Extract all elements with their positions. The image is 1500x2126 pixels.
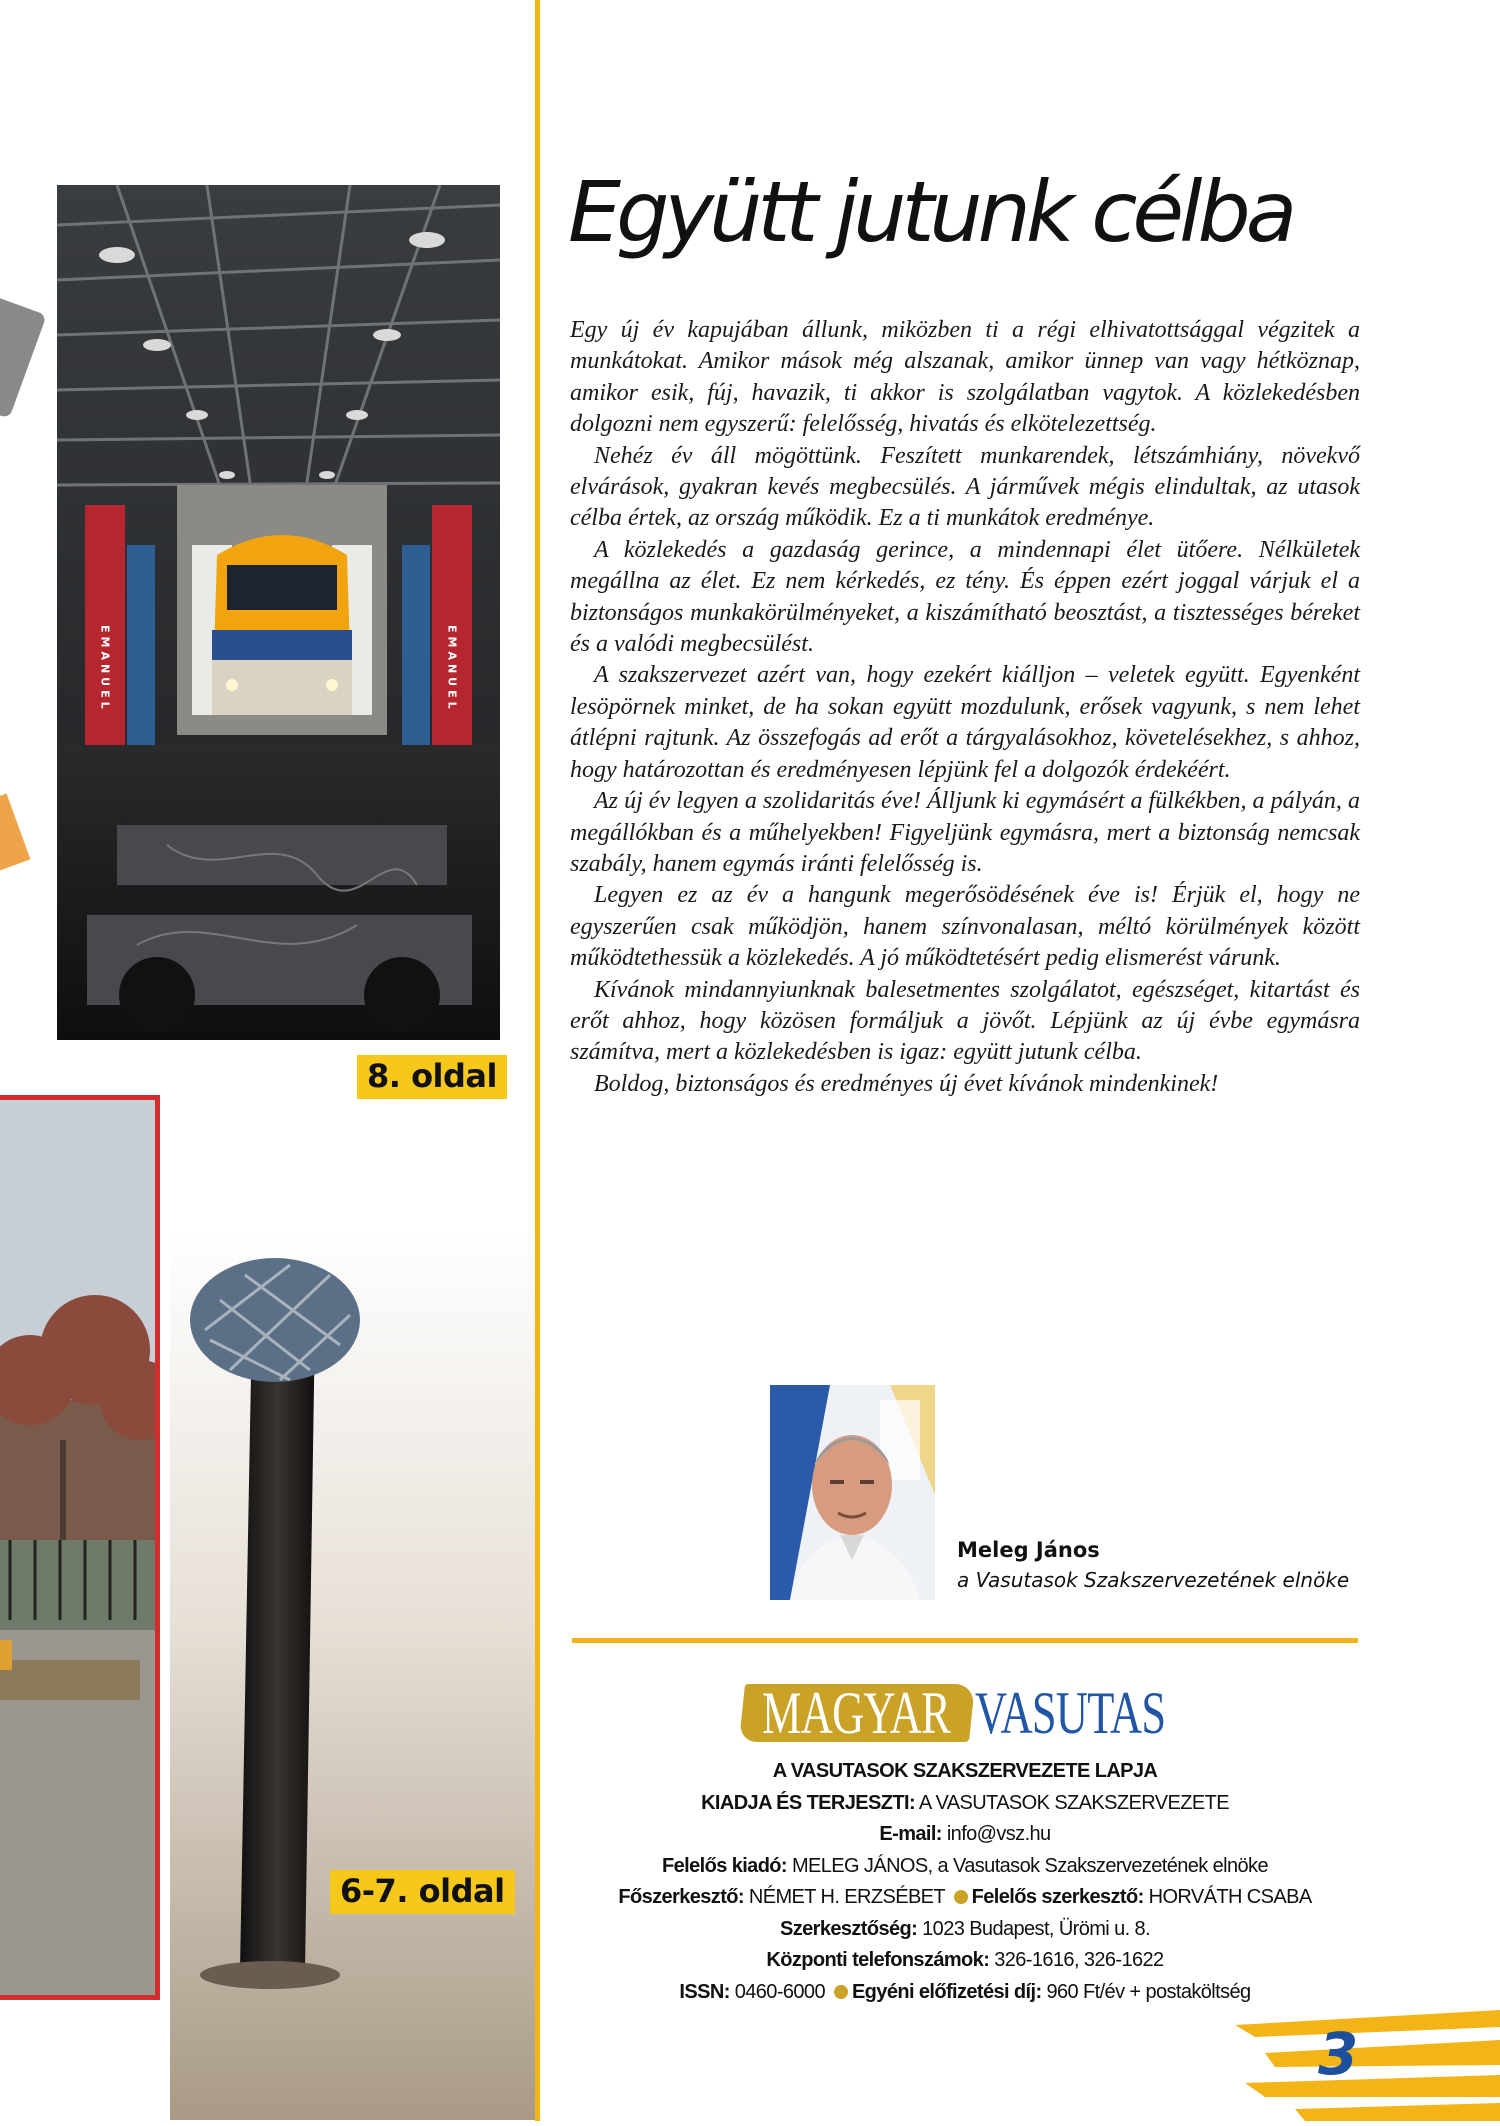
phones-value: 326-1616, 326-1622 (989, 1949, 1164, 1971)
email-label: E-mail: (879, 1823, 942, 1845)
lift-label-left: EMANUEL (98, 625, 112, 713)
author-name: Meleg János (957, 1538, 1100, 1562)
page-number-brush (1235, 2005, 1500, 2121)
page-title: Együtt jutunk célba (568, 163, 1293, 261)
paragraph: Legyen ez az év a hangunk megerősödésének éve is! Érjük el, hogy ne egyszerűen csak működjön, hanem színvonalasan, méltó körülmények között működtethessük a közlekedés. A jó működtetésért pedig elismerést várunk. (570, 882, 1360, 972)
publisher-value: A VASUTASOK SZAKSZERVEZETE (915, 1791, 1229, 1814)
imprint (560, 1756, 1370, 2008)
paragraph: Egy új év kapujában állunk, miközben ti a régi elhivatottsággal végzitek a munkátokat. Amikor mások még alszanak, amikor ünnep van vagy hétköznap, amikor esik, fúj, havazik, ti akkor is szolgálatban vagytok. A közlekedésben dolgozni nem egyszerű: felelősség, hivatás és elkötelezettség. (570, 317, 1360, 438)
responsible-publisher-value: MELEG JÁNOS, a Vasutasok Szakszervezetének elnöke (787, 1854, 1268, 1877)
cropped-graphic-orange (0, 794, 30, 877)
email-link[interactable]: info@vsz.hu (941, 1823, 1051, 1845)
separator-dot-icon (834, 1985, 848, 1999)
page-teaser-8: 8. oldal (357, 1055, 507, 1099)
left-column (0, 0, 535, 2121)
paragraph: A szakszervezet azért van, hogy ezekért kiálljon – veletek együtt. Egyenként lesöpörnek minket, de ha sokan együtt mozdulunk, erősek vagyunk, s nem lehet átlépni rajtunk. Az összefogás ad erőt a tárgyalásokhoz, követelésekhez, s ahhoz, hogy határozottan és eredményesen lépjünk fel a dolgozók érdekéért. (570, 662, 1360, 783)
editor-in-chief-label: Főszerkesztő: (618, 1886, 744, 1908)
masthead-word-vasutas: VASUTAS (975, 1680, 1166, 1746)
subscription-label: Egyéni előfizetési díj: (851, 1980, 1042, 2003)
outdoor-park-photo (0, 1095, 160, 2000)
imprint-subtitle: A VASUTASOK SZAKSZERVEZETE LAPJA (772, 1760, 1158, 1782)
paragraph: Kívánok mindannyiunknak balesetmentes szolgálatot, egészséget, kitartást és erőt ahhoz, hogy közösen formáljuk a jövőt. Lépjünk az új évbe egymásra számítva, mert a közlekedésben is igaz: együtt jutunk célba. (570, 976, 1360, 1066)
masthead-word-magyar: MAGYAR (762, 1680, 950, 1746)
publisher-label: KIADJA ÉS TERJESZTI: (701, 1791, 916, 1814)
page-number: 3 (1318, 2020, 1359, 2088)
responsible-editor-label: Felelős szerkesztő: (971, 1886, 1144, 1908)
author-portrait (770, 1385, 935, 1600)
rail-spike-image (170, 1230, 535, 2120)
paragraph: Boldog, biztonságos és eredményes új évet kívánok mindenkinek! (594, 1070, 1219, 1097)
paragraph: Nehéz év áll mögöttünk. Feszített munkarendek, létszámhiány, növekvő elvárások, gyakran kevés megbecsülés. A járművek mégis elindultak, az utasok célba értek, az ország működik. Ez a ti munkátok eredménye. (570, 442, 1360, 532)
paragraph: A közlekedés a gazdaság gerince, a mindennapi élet ütőere. Nélkületek megállna az élet. Ez nem kérkedés, ez tény. És éppen ezért joggal várjuk el a biztonságos munkakörülményeket, a kiszámítható beosztást, a tisztességes béreket és a valódi megbecsülést. (570, 536, 1360, 658)
paragraph: Az új év legyen a szolidaritás éve! Álljunk ki egymásért a fülkékben, a pályán, a megállókban és a műhelyekben! Figyeljünk egymásra, mert a biztonság nemcsak szabály, hanem egymás iránti felelősség is. (570, 788, 1360, 877)
imprint-divider (572, 1638, 1358, 1643)
responsible-editor-value: HORVÁTH CSABA (1143, 1886, 1312, 1908)
depot-locomotive-photo (57, 185, 500, 1040)
masthead-logo (742, 1678, 1182, 1746)
cropped-graphic-grey (0, 291, 47, 418)
column-divider (535, 0, 540, 2121)
office-value: 1023 Budapest, Ürömi u. 8. (917, 1917, 1151, 1940)
page-teaser-6-7: 6-7. oldal (330, 1870, 515, 1914)
editor-in-chief-value: NÉMET H. ERZSÉBET (743, 1886, 945, 1908)
phones-label: Központi telefonszámok: (766, 1949, 990, 1971)
editorial-article (570, 315, 1360, 1100)
separator-dot-icon (954, 1890, 968, 1904)
lift-label-right: EMANUEL (445, 625, 459, 713)
responsible-publisher-label: Felelős kiadó: (662, 1854, 787, 1877)
issn-value: 0460-6000 (729, 1980, 825, 2003)
subscription-value: 960 Ft/év + postaköltség (1041, 1980, 1251, 2003)
issn-label: ISSN: (679, 1980, 730, 2003)
office-label: Szerkesztőség: (779, 1917, 918, 1940)
author-title: a Vasutasok Szakszervezetének elnöke (957, 1568, 1350, 1592)
